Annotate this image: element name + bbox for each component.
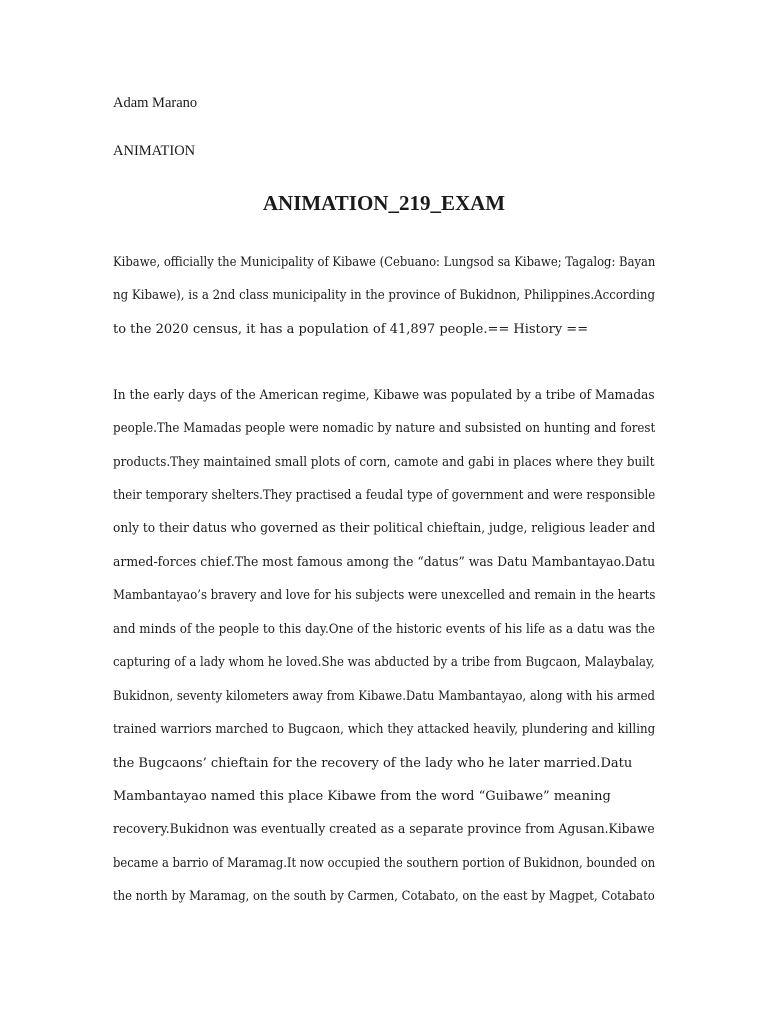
paragraph-line: In the early days of the American regime, Kibawe was populated by a tribe of Mamadas	[113, 388, 655, 403]
paragraph-line: armed-forces chief.The most famous among the “datus” was Datu Mambantayao.Datu	[113, 555, 656, 570]
paragraph-line: Bukidnon, seventy kilometers away from Kibawe.Datu Mambantayao, along with his armed	[113, 689, 655, 704]
course-name: ANIMATION	[113, 143, 196, 159]
paragraph-line: Mambantayao’s bravery and love for his subjects were unexcelled and remain in the hearts	[113, 588, 656, 603]
paragraph-line: ng Kibawe), is a 2nd class municipality in the province of Bukidnon, Philippines.According	[113, 288, 656, 303]
paragraph-line: Kibawe, officially the Municipality of Kibawe (Cebuano: Lungsod sa Kibawe; Tagalog: Bayan	[113, 255, 656, 270]
paragraph-line: recovery.Bukidnon was eventually created as a separate province from Agusan.Kibawe	[113, 822, 655, 837]
paragraph-line: products.They maintained small plots of corn, camote and gabi in places where they built	[113, 455, 655, 470]
paragraph-line: the Bugcaons’ chieftain for the recovery of the lady who he later married.Datu	[113, 756, 633, 771]
paragraph-line: the north by Maramag, on the south by Carmen, Cotabato, on the east by Magpet, Cotabato	[113, 889, 655, 904]
paragraph-line: and minds of the people to this day.One of the historic events of his life as a datu was the	[113, 622, 655, 637]
paragraph-line: became a barrio of Maramag.It now occupied the southern portion of Bukidnon, bounded on	[113, 856, 656, 871]
paragraph-line: people.The Mamadas people were nomadic by nature and subsisted on hunting and forest	[113, 421, 656, 436]
paragraph-line: capturing of a lady whom he loved.She was abducted by a tribe from Bugcaon, Malaybalay,	[113, 655, 655, 670]
document-title: ANIMATION_219_EXAM	[262, 191, 506, 215]
paragraph-line: to the 2020 census, it has a population of 41,897 people.== History ==	[113, 322, 589, 337]
paragraph-line: trained warriors marched to Bugcaon, which they attacked heavily, plundering and killing	[113, 722, 656, 737]
author-name: Adam Marano	[113, 95, 198, 111]
paragraph-line: Mambantayao named this place Kibawe from the word “Guibawe” meaning	[113, 789, 611, 804]
paragraph-line: their temporary shelters.They practised a feudal type of government and were responsible	[113, 488, 656, 503]
paragraph-line: only to their datus who governed as their political chieftain, judge, religious leader and	[113, 521, 656, 536]
